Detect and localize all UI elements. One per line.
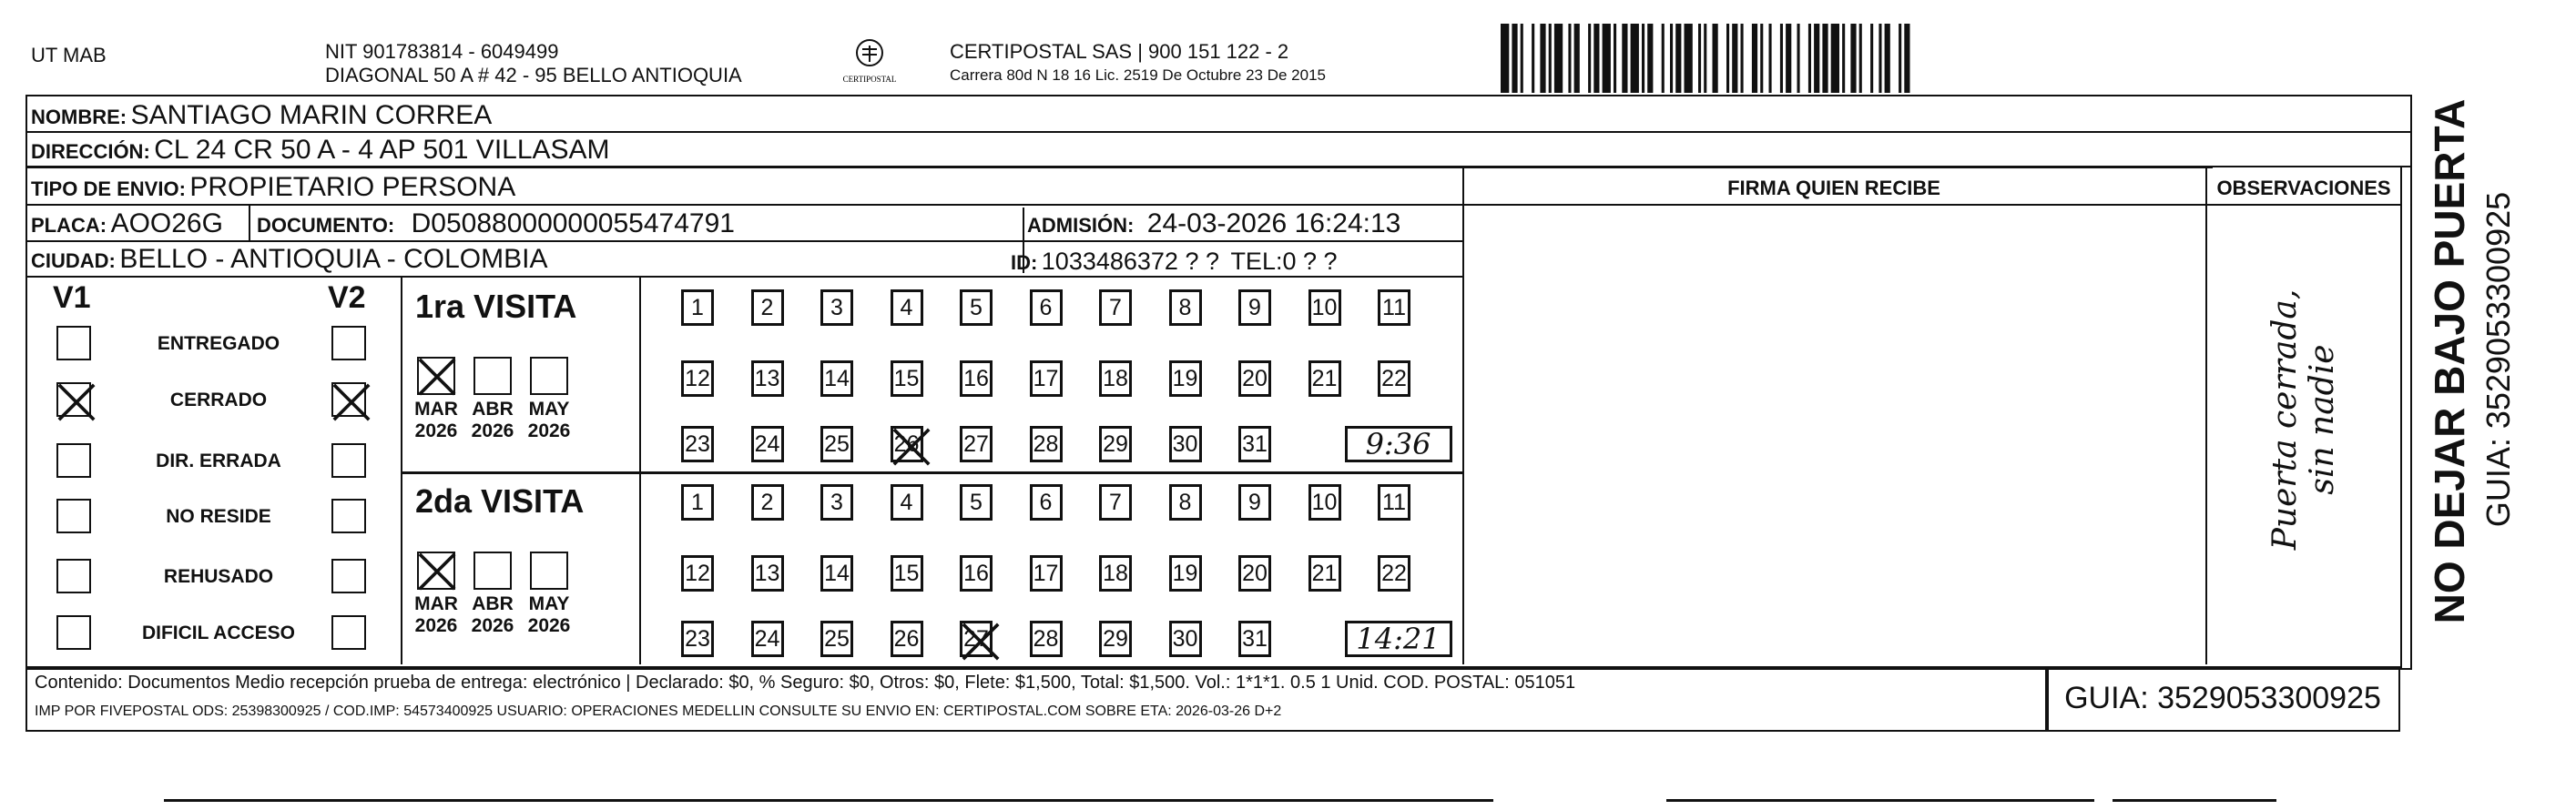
- placa-row: [31, 208, 223, 239]
- day-box[interactable]: 4: [891, 289, 923, 326]
- day-box[interactable]: 18: [1099, 360, 1132, 397]
- day-box[interactable]: 20: [1238, 555, 1271, 592]
- day-box[interactable]: 23: [681, 621, 714, 657]
- month-checkbox[interactable]: [530, 357, 568, 395]
- day-box[interactable]: 16: [960, 360, 993, 397]
- day-box[interactable]: 29: [1099, 426, 1132, 462]
- v1-checkbox[interactable]: [56, 443, 91, 478]
- barcode-bar: [1593, 24, 1599, 93]
- barcode-bar: [1631, 24, 1639, 93]
- day-box[interactable]: 3: [820, 484, 853, 521]
- month-checkbox[interactable]: [473, 552, 512, 590]
- v1-checkbox[interactable]: [56, 499, 91, 533]
- barcode-bar: [1850, 24, 1856, 93]
- id-value: 1033486372 ? ?: [1041, 248, 1219, 275]
- placa-label: PLACA:: [31, 214, 107, 237]
- barcode-bar: [1642, 24, 1644, 93]
- side-guia: GUIA: 3529053300925: [2479, 191, 2517, 528]
- barcode-bar: [1859, 24, 1862, 93]
- day-box[interactable]: 13: [751, 360, 784, 397]
- day-box[interactable]: 1: [681, 289, 714, 326]
- footer-contenido: Contenido: Documentos Medio recepción prueba de entrega: electrónico | Declarado: $0, % Seguro: $0, Otros: $0, Flete: $1,500, Total: $1,500. Vol.: 1*1*1. 0.5 1 Unid. COD. POSTAL: 051051: [35, 673, 1576, 693]
- day-box[interactable]: 14: [820, 360, 853, 397]
- sender-nit: NIT 901783814 - 6049499: [325, 40, 559, 63]
- barcode-bar: [1904, 24, 1909, 93]
- svg-text:CERTIPOSTAL: CERTIPOSTAL: [842, 75, 897, 84]
- month-label: MAR 2026: [414, 399, 458, 441]
- day-box[interactable]: 24: [751, 426, 784, 462]
- nombre-value: SANTIAGO MARIN CORREA: [130, 100, 493, 130]
- month-checkbox[interactable]: [417, 357, 455, 395]
- barcode-bar: [1822, 24, 1828, 93]
- status-option-label: ENTREGADO: [157, 333, 280, 354]
- day-box[interactable]: 23: [681, 426, 714, 462]
- admision-label: ADMISIÓN:: [1027, 214, 1135, 237]
- status-option-label: REHUSADO: [163, 566, 274, 587]
- status-option-label: DIFICIL ACCESO: [141, 623, 295, 643]
- day-box[interactable]: 30: [1169, 621, 1202, 657]
- firma-label: FIRMA QUIEN RECIBE: [1727, 177, 1940, 199]
- admision-value: 24-03-2026 16:24:13: [1146, 208, 1401, 238]
- day-box[interactable]: 9: [1238, 484, 1271, 521]
- day-box[interactable]: 8: [1169, 484, 1202, 521]
- day-box[interactable]: 17: [1030, 360, 1063, 397]
- barcode-bar: [1760, 24, 1763, 93]
- barcode-bar: [1521, 24, 1523, 93]
- day-box[interactable]: 20: [1238, 360, 1271, 397]
- barcode-bar: [1540, 24, 1545, 93]
- status-option-label: NO RESIDE: [166, 506, 271, 527]
- ciudad-row: [31, 244, 547, 275]
- day-box[interactable]: 5: [960, 289, 993, 326]
- v1-checkbox[interactable]: [56, 326, 91, 360]
- barcode-bar: [1549, 24, 1552, 93]
- day-box[interactable]: 1: [681, 484, 714, 521]
- certipostal-logo: [838, 35, 901, 89]
- day-box[interactable]: 7: [1099, 484, 1132, 521]
- day-box[interactable]: 25: [820, 426, 853, 462]
- barcode-bar: [1814, 24, 1819, 93]
- v2-checkbox[interactable]: [331, 326, 366, 360]
- day-box[interactable]: 2: [751, 289, 784, 326]
- barcode-bar: [1568, 24, 1571, 93]
- day-box[interactable]: 17: [1030, 555, 1063, 592]
- barcode: [1501, 24, 2229, 93]
- direccion-label: DIRECCIÓN:: [31, 140, 150, 163]
- day-box[interactable]: 21: [1308, 555, 1341, 592]
- barcode-bar: [1741, 24, 1744, 93]
- day-box[interactable]: 31: [1238, 621, 1271, 657]
- barcode-bar: [1752, 24, 1757, 93]
- v1-checkbox[interactable]: [56, 615, 91, 650]
- day-box[interactable]: 5: [960, 484, 993, 521]
- day-box[interactable]: 6: [1030, 484, 1063, 521]
- sender-address: DIAGONAL 50 A # 42 - 95 BELLO ANTIOQUIA: [325, 64, 742, 86]
- month-label: MAY 2026: [527, 593, 571, 636]
- day-box[interactable]: 12: [681, 555, 714, 592]
- observaciones-label: OBSERVACIONES: [2216, 177, 2391, 199]
- day-box[interactable]: 28: [1030, 621, 1063, 657]
- barcode-bar: [1797, 24, 1800, 93]
- day-box[interactable]: 22: [1378, 360, 1410, 397]
- barcode-bar: [1675, 24, 1681, 93]
- side-warning: NO DEJAR BAJO PUERTA: [2426, 98, 2473, 624]
- v1-checkbox[interactable]: [56, 382, 91, 417]
- day-box[interactable]: 19: [1169, 360, 1202, 397]
- visit-title: 1ra VISITA: [415, 288, 577, 325]
- barcode-bar: [1879, 24, 1881, 93]
- day-box[interactable]: 21: [1308, 360, 1341, 397]
- day-box[interactable]: 24: [751, 621, 784, 657]
- month-label: MAR 2026: [414, 593, 458, 636]
- v2-checkbox[interactable]: [331, 382, 366, 417]
- status-option-label: DIR. ERRADA: [156, 451, 281, 471]
- day-box[interactable]: 6: [1030, 289, 1063, 326]
- day-box[interactable]: 28: [1030, 426, 1063, 462]
- v1-header: V1: [53, 280, 91, 315]
- day-box[interactable]: 7: [1099, 289, 1132, 326]
- barcode-bar: [1780, 24, 1783, 93]
- id-label: ID:: [1011, 251, 1038, 274]
- v2-header: V2: [328, 280, 366, 315]
- day-box[interactable]: 11: [1378, 484, 1410, 521]
- day-box[interactable]: 2: [751, 484, 784, 521]
- day-box[interactable]: 11: [1378, 289, 1410, 326]
- day-box[interactable]: 15: [891, 555, 923, 592]
- barcode-bar: [1870, 24, 1873, 93]
- day-box[interactable]: 13: [751, 555, 784, 592]
- v1-checkbox[interactable]: [56, 559, 91, 593]
- admision-row: [1027, 208, 1400, 239]
- barcode-bar: [1885, 24, 1890, 93]
- barcode-bar: [1704, 24, 1706, 93]
- day-box[interactable]: 26: [891, 621, 923, 657]
- barcode-bar: [1603, 24, 1611, 93]
- barcode-bar: [1732, 24, 1737, 93]
- direccion-value: CL 24 CR 50 A - 4 AP 501 VILLASAM: [154, 135, 610, 165]
- day-box[interactable]: 27: [960, 426, 993, 462]
- id-row: [1011, 248, 1338, 276]
- day-box[interactable]: 25: [820, 621, 853, 657]
- day-box[interactable]: 30: [1169, 426, 1202, 462]
- day-box[interactable]: 12: [681, 360, 714, 397]
- day-box[interactable]: 3: [820, 289, 853, 326]
- barcode-bar: [1808, 24, 1811, 93]
- v2-checkbox[interactable]: [331, 499, 366, 533]
- barcode-bar: [1532, 24, 1534, 93]
- month-checkbox[interactable]: [417, 552, 455, 590]
- company-license: Carrera 80d N 18 16 Lic. 2519 De Octubre 23 De 2015: [950, 66, 1326, 84]
- footer-guia: GUIA: 3529053300925: [2064, 681, 2381, 715]
- day-box[interactable]: 10: [1308, 484, 1341, 521]
- barcode-bar: [1698, 24, 1701, 93]
- barcode-bar: [1786, 24, 1791, 93]
- tel-value: TEL:0 ? ?: [1230, 248, 1338, 275]
- tipo-row: [31, 172, 515, 203]
- month-label: MAY 2026: [527, 399, 571, 441]
- documento-row: [257, 208, 735, 239]
- sender-label: UT MAB: [31, 44, 107, 66]
- ciudad-value: BELLO - ANTIOQUIA - COLOMBIA: [119, 244, 548, 274]
- day-box[interactable]: 8: [1169, 289, 1202, 326]
- month-label: ABR 2026: [471, 399, 514, 441]
- day-box[interactable]: 22: [1378, 555, 1410, 592]
- barcode-bar: [1713, 24, 1718, 93]
- month-checkbox[interactable]: [473, 357, 512, 395]
- barcode-bar: [1501, 24, 1509, 93]
- barcode-bar: [1574, 24, 1580, 93]
- day-box[interactable]: 4: [891, 484, 923, 521]
- day-box[interactable]: 26: [891, 426, 923, 462]
- day-box[interactable]: 16: [960, 555, 993, 592]
- nombre-row: [31, 100, 492, 131]
- day-box[interactable]: 29: [1099, 621, 1132, 657]
- status-option-label: CERRADO: [169, 390, 268, 410]
- day-box[interactable]: 10: [1308, 289, 1341, 326]
- day-box[interactable]: 15: [891, 360, 923, 397]
- nombre-label: NOMBRE:: [31, 106, 127, 128]
- tipo-value: PROPIETARIO PERSONA: [189, 172, 516, 202]
- tipo-label: TIPO DE ENVIO:: [31, 177, 186, 200]
- v2-checkbox[interactable]: [331, 559, 366, 593]
- visit-time: 9:36: [1345, 426, 1452, 462]
- footer-imp: IMP POR FIVEPOSTAL ODS: 25398300925 / COD.IMP: 54573400925 USUARIO: OPERACIONES MEDELLIN CONSULTE SU ENVIO EN: CERTIPOSTAL.COM SOBRE ETA: 2026-03-26 D+2: [35, 704, 1282, 719]
- barcode-bar: [1769, 24, 1772, 93]
- documento-value: D05088000000055474791: [411, 208, 735, 238]
- barcode-bar: [1622, 24, 1627, 93]
- v2-checkbox[interactable]: [331, 443, 366, 478]
- barcode-bar: [1831, 24, 1839, 93]
- day-box[interactable]: 19: [1169, 555, 1202, 592]
- company-name: CERTIPOSTAL SAS | 900 151 122 - 2: [950, 40, 1289, 63]
- documento-label: DOCUMENTO:: [257, 214, 395, 237]
- direccion-row: [31, 135, 610, 166]
- day-box[interactable]: 18: [1099, 555, 1132, 592]
- barcode-bar: [1647, 24, 1653, 93]
- barcode-bar: [1554, 24, 1563, 93]
- barcode-bar: [1685, 24, 1693, 93]
- month-checkbox[interactable]: [530, 552, 568, 590]
- barcode-bar: [1588, 24, 1591, 93]
- barcode-bar: [1726, 24, 1729, 93]
- side-text: [2422, 82, 2517, 646]
- barcode-bar: [1842, 24, 1845, 93]
- visit-time: 14:21: [1345, 621, 1452, 657]
- ciudad-label: CIUDAD:: [31, 249, 116, 272]
- day-box[interactable]: 31: [1238, 426, 1271, 462]
- day-box[interactable]: 14: [820, 555, 853, 592]
- day-box[interactable]: 27: [960, 621, 993, 657]
- placa-value: AOO26G: [110, 208, 223, 238]
- barcode-bar: [1614, 24, 1616, 93]
- v2-checkbox[interactable]: [331, 615, 366, 650]
- observacion-handwritten: Puerta cerrada, sin nadie: [2266, 289, 2341, 551]
- visit-title: 2da VISITA: [415, 482, 585, 520]
- day-box[interactable]: 9: [1238, 289, 1271, 326]
- barcode-bar: [1670, 24, 1673, 93]
- month-label: ABR 2026: [471, 593, 514, 636]
- barcode-bar: [1899, 24, 1901, 93]
- barcode-bar: [1662, 24, 1665, 93]
- barcode-bar: [1512, 24, 1517, 93]
